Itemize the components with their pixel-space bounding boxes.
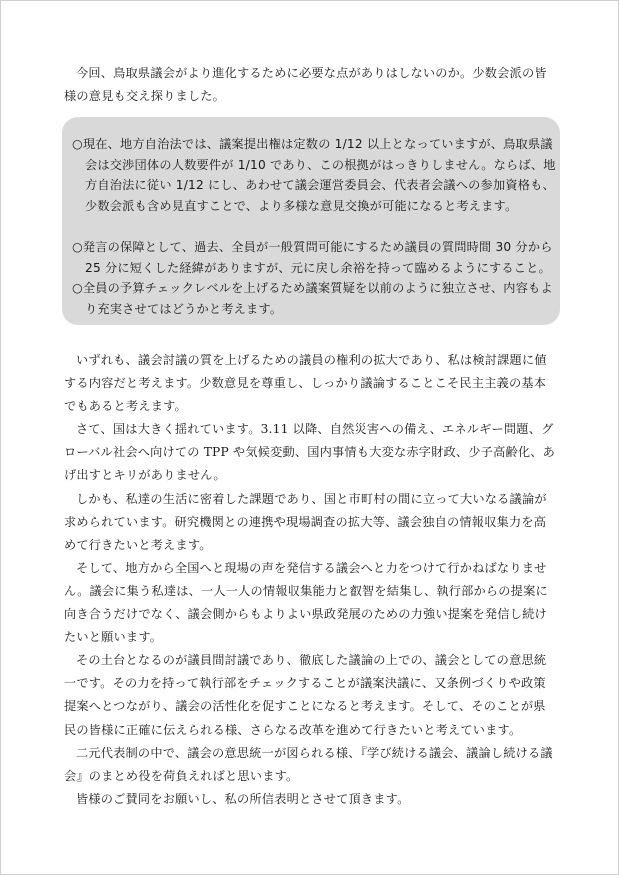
proposal-box bbox=[62, 117, 560, 325]
body-paragraph: しかも、私達の生活に密着した課題であり、国と市町村の間に立って大いなる議論が求められています。研究機関との連携や現場調査の拡大等、議会独自の情報収集力を高めて行きたいと考えます。 bbox=[64, 491, 547, 552]
proposal-item-2: ○発言の保障として、過去、全員が一般質問可能にするため議員の質問時間 30 分から 25 分に短くした経緯がありますが、元に戻し余裕を持って臨めるようにすること。 bbox=[72, 240, 553, 275]
body-text bbox=[64, 349, 558, 811]
proposal-item-3: ○全員の予算チェックレベルを上げるため議案質疑を以前のように独立させ、内容もより充実させてはどうかと考えます。 bbox=[72, 281, 553, 316]
body-paragraph: その土台となるのが議員間討議であり、徹底した議論の上での、議会としての意思統一です。その力を持って執行部をチェックすることが議案決議に、又条例づくりや政策提案へとつながり、議会の活性化を促すことになると考えます。そして、そのことが県民の皆様に正確に伝えられる様、さらなる改革を進めて行きたいと考えています。 bbox=[64, 653, 547, 737]
intro-paragraph: 今回、鳥取県議会がより進化するために必要な点がありはしないのか。少数会派の皆様の意見も交え探りました。 bbox=[64, 66, 547, 103]
proposal-item-1: ○現在、地方自治法では、議案提出権は定数の 1/12 以上となっていますが、鳥取県議会は交渉団体の人数要件が 1/10 であり、この根拠がはっきりしません。ならば、地方自治法に従い 1/12 にし、あわせて議会運営委員会、代表者会議への参加資格も、少数会派も含め見直すことで、より多様な意見交換が可能になると考えます。 bbox=[72, 137, 556, 213]
body-paragraph: そして、地方から全国へと現場の声を発信する議会へと力をつけて行かねばなりません。議会に集う私達は、一人一人の情報収集能力と叡智を結集し、執行部からの提案に向き合うだけでなく、議会側からもよりよい県政発展のための力強い提案を発信し続けたいと願います。 bbox=[64, 560, 548, 645]
body-paragraph: さて、国は大きく揺れています。3.11 以降、自然災害への備え、エネルギー問題、グローバル社会へ向けての TPP や気候変動、国内事情も大変な赤字財政、少子高齢化、あげ出すとキリがありません。 bbox=[64, 422, 556, 483]
body-paragraph: いずれも、議会討議の質を上げるための議員の権利の拡大であり、私は検討課題に値する内容だと考えます。少数意見を尊重し、しっかり議論することこそ民主主義の基本でもあると考えます。 bbox=[64, 353, 547, 414]
body-paragraph: 皆様のご賛同をお願いし、私の所信表明とさせて頂きます。 bbox=[76, 791, 410, 806]
body-paragraph: 二元代表制の中で、議会の意思統一が図られる様、『学び続ける議会、議論し続ける議会』のまとめ役を荷負えればと思います。 bbox=[64, 745, 553, 783]
